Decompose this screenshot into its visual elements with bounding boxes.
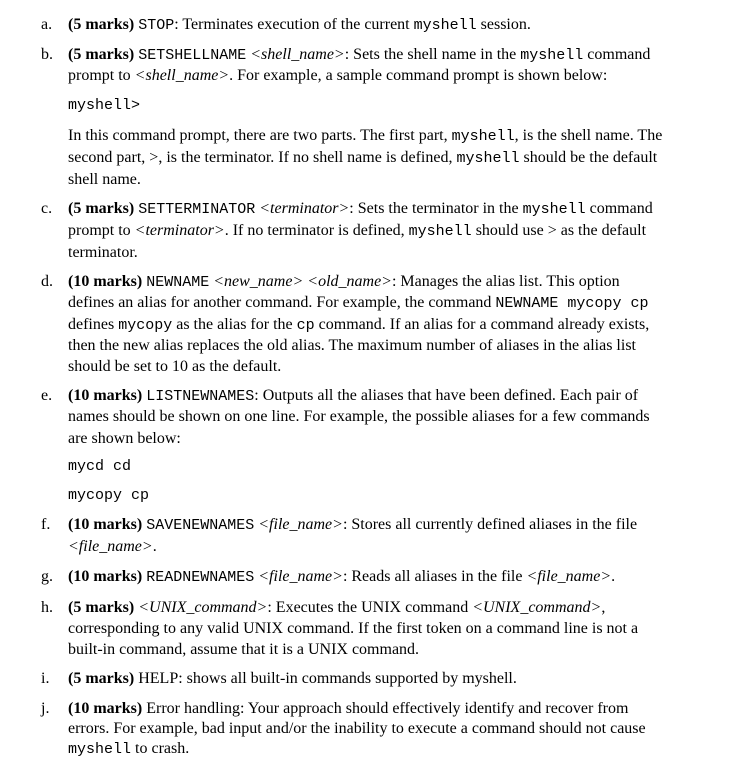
item-h-label: h.: [41, 599, 53, 616]
item-b-label: b.: [41, 46, 53, 63]
item-b-para-3: shell name.: [68, 171, 141, 188]
item-f-line-2: <file_name>.: [68, 538, 157, 555]
item-b-code: myshell>: [68, 97, 141, 114]
item-b-line-1: (5 marks) SETSHELLNAME <shell_name>: Sets the shell name in the myshell command: [68, 46, 651, 64]
item-c-label: c.: [41, 200, 53, 217]
item-j-line-2: errors. For example, bad input and/or the inability to execute a command should not cause: [68, 720, 646, 737]
item-g-line-1: (10 marks) READNEWNAMES <file_name>: Reads all aliases in the file <file_name>.: [68, 568, 616, 586]
item-c-line-3: terminator.: [68, 244, 138, 261]
item-h-line-3: built-in command, assume that it is a UNIX command.: [68, 641, 420, 658]
item-d-line-2: defines an alias for another command. For example, the command NEWNAME mycopy cp: [68, 294, 649, 312]
item-a-marks: (5 marks): [68, 16, 135, 33]
item-a-line-1: (5 marks) STOP: Terminates execution of the current myshell session.: [68, 16, 531, 34]
item-d-label: d.: [41, 273, 53, 290]
item-a-cmd: STOP: [138, 17, 175, 34]
item-j-line-1: (10 marks) Error handling: Your approach should effectively identify and recover from: [68, 700, 629, 717]
item-d-line-3: defines mycopy as the alias for the cp command. If an alias for a command already exists,: [68, 316, 650, 334]
item-j-label: j.: [41, 700, 50, 717]
item-b-para-2: second part, >, is the terminator. If no shell name is defined, myshell should be the default: [68, 149, 658, 167]
item-e-label: e.: [41, 387, 53, 404]
item-d-line-4: then the new alias replaces the old alias. The maximum number of aliases in the alias list: [68, 337, 636, 354]
item-i-label: i.: [41, 670, 50, 687]
item-b-cmd: SETSHELLNAME: [138, 47, 247, 64]
item-f-label: f.: [41, 516, 51, 533]
item-c-line-2: prompt to <terminator>. If no terminator is defined, myshell should use > as the default: [68, 222, 647, 240]
item-b-para-1: In this command prompt, there are two parts. The first part, myshell, is the shell name. The: [68, 127, 663, 145]
item-h-line-2: corresponding to any valid UNIX command. If the first token on a command line is not a: [68, 620, 639, 637]
item-d-line-5: should be set to 10 as the default.: [68, 358, 282, 375]
item-e-code-2: mycopy cp: [68, 487, 150, 504]
item-e-line-2: names should be shown on one line. For example, the possible aliases for a few commands: [68, 408, 650, 425]
item-e-line-1: (10 marks) LISTNEWNAMES: Outputs all the aliases that have been defined. Each pair of: [68, 387, 639, 405]
item-e-code-1: mycd cd: [68, 458, 132, 475]
item-g-label: g.: [41, 568, 53, 585]
item-d-line-1: (10 marks) NEWNAME <new_name> <old_name>: Manages the alias list. This option: [68, 273, 620, 291]
item-i-line-1: (5 marks) HELP: shows all built-in commands supported by myshell.: [68, 670, 517, 687]
item-b-line-2: prompt to <shell_name>. For example, a sample command prompt is shown below:: [68, 67, 608, 84]
item-f-line-1: (10 marks) SAVENEWNAMES <file_name>: Stores all currently defined aliases in the file: [68, 516, 638, 534]
item-h-line-1: (5 marks) <UNIX_command>: Executes the UNIX command <UNIX_command>,: [68, 599, 606, 616]
item-a-label: a.: [41, 16, 53, 33]
item-c-line-1: (5 marks) SETTERMINATOR <terminator>: Sets the terminator in the myshell command: [68, 200, 653, 218]
item-e-line-3: are shown below:: [68, 430, 181, 447]
item-j-line-3: myshell to crash.: [68, 740, 190, 758]
